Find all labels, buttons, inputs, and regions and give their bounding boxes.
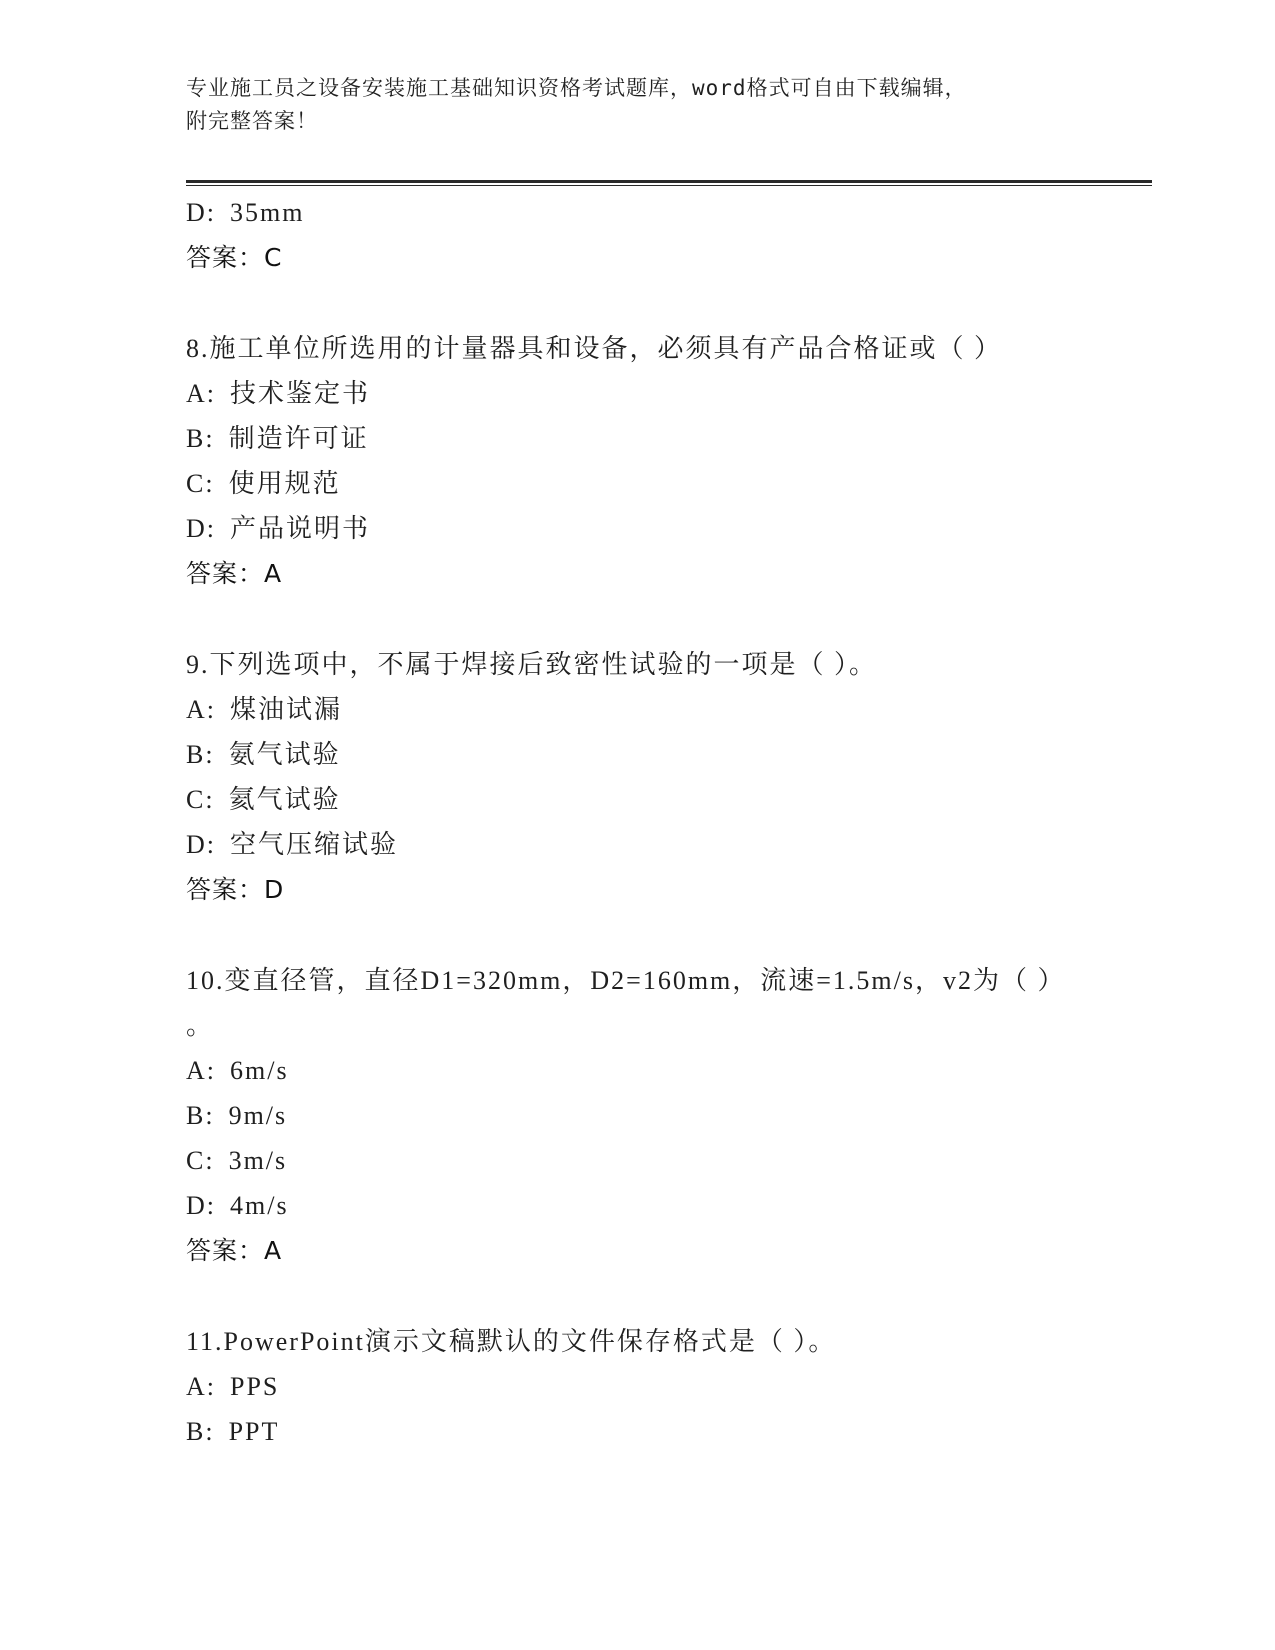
option-text: 3m/s: [228, 1146, 288, 1175]
option-text: PPT: [228, 1417, 280, 1446]
spacer: [186, 280, 1146, 326]
option-label: C:: [186, 785, 215, 814]
option-d: [186, 822, 1146, 867]
option-b: [186, 416, 1146, 461]
option-label: B:: [186, 1101, 215, 1130]
option-a: [186, 1048, 1146, 1093]
option-label: D:: [186, 830, 216, 859]
option-b: [186, 732, 1146, 777]
option-text: 4m/s: [230, 1191, 289, 1220]
answer-line: 答案：A: [186, 1236, 283, 1265]
spacer: [186, 912, 1146, 958]
option-label: A:: [186, 1372, 216, 1401]
header-title-line-2: 附完整答案！: [186, 109, 318, 133]
option-text: 产品说明书: [230, 514, 371, 543]
document-header: [186, 72, 1066, 138]
option-text: 制造许可证: [228, 424, 369, 453]
option-c: [186, 777, 1146, 822]
question-list: [186, 190, 1146, 1454]
option-text: 空气压缩试验: [230, 830, 399, 859]
spacer: [186, 596, 1146, 642]
header-divider-thin: [186, 185, 1152, 186]
answer-line: 答案：C: [186, 243, 283, 272]
option-label: C:: [186, 1146, 215, 1175]
option-label: C:: [186, 469, 215, 498]
option-label: B:: [186, 1417, 215, 1446]
option-text: 氦气试验: [228, 785, 341, 814]
option-text: 技术鉴定书: [230, 379, 371, 408]
option-d: [186, 506, 1146, 551]
option-text: 煤油试漏: [230, 695, 343, 724]
option-label: A:: [186, 1056, 216, 1085]
option-a: [186, 687, 1146, 732]
option-label: B:: [186, 740, 215, 769]
option-a: [186, 371, 1146, 416]
header-divider-thick: [186, 180, 1152, 183]
option-text: PPS: [230, 1372, 280, 1401]
option-a: [186, 1364, 1146, 1409]
option-b: [186, 1093, 1146, 1138]
question-stem: 9.下列选项中，不属于焊接后致密性试验的一项是（ ）。: [186, 650, 878, 679]
option-text: 9m/s: [228, 1101, 288, 1130]
option-d: [186, 1183, 1146, 1228]
answer-line: 答案：D: [186, 875, 285, 904]
option-text: 使用规范: [228, 469, 341, 498]
question-stem: 10.变直径管，直径D1=320mm，D2=160mm，流速=1.5m/s，v2为（ ）: [186, 966, 1066, 995]
option-label: A:: [186, 695, 216, 724]
option-label: D:: [186, 514, 216, 543]
option-label: A:: [186, 379, 216, 408]
option-c: [186, 461, 1146, 506]
option-text: 氨气试验: [228, 740, 341, 769]
question-stem-continuation: 。: [186, 1011, 215, 1040]
spacer: [186, 1273, 1146, 1319]
option-text: 35mm: [230, 198, 305, 227]
option-label: B:: [186, 424, 215, 453]
header-title-line-1: 专业施工员之设备安装施工基础知识资格考试题库，word格式可自由下载编辑，: [186, 76, 967, 100]
option-b: [186, 1409, 1146, 1454]
option-text: 6m/s: [230, 1056, 289, 1085]
question-stem: 11.PowerPoint演示文稿默认的文件保存格式是（ ）。: [186, 1327, 837, 1356]
answer-line: 答案：A: [186, 559, 283, 588]
option-label: D:: [186, 1191, 216, 1220]
question-stem: 8.施工单位所选用的计量器具和设备，必须具有产品合格证或（ ）: [186, 334, 1003, 363]
option-label: D:: [186, 198, 216, 227]
option-d: [186, 190, 1146, 235]
option-c: [186, 1138, 1146, 1183]
